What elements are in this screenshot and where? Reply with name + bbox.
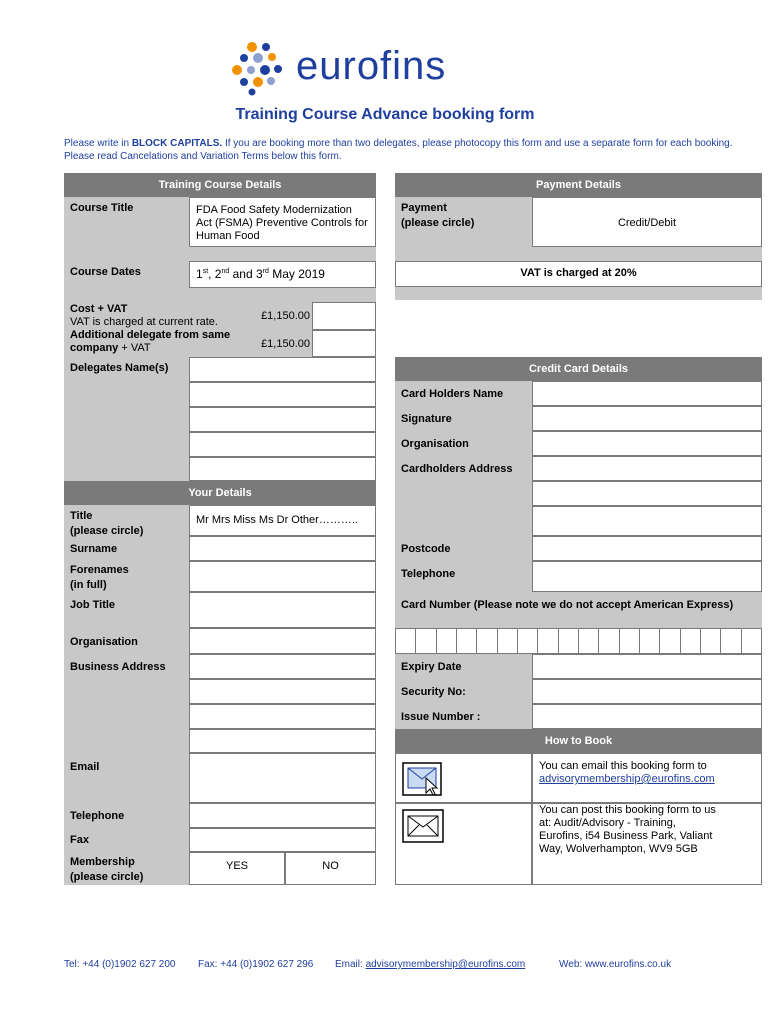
telephone-field[interactable] bbox=[189, 803, 376, 828]
cc-telephone-label: Telephone bbox=[401, 568, 456, 580]
course-dates-label: Course Dates bbox=[64, 261, 189, 288]
cardholders-address-line-3[interactable] bbox=[532, 506, 762, 536]
cost-note: VAT is charged at current rate. bbox=[70, 316, 218, 328]
surname-label: Surname bbox=[70, 543, 118, 555]
card-digit-box[interactable] bbox=[620, 629, 640, 653]
forenames-label: Forenames (in full) bbox=[70, 564, 129, 591]
logo-wordmark: eurofins bbox=[296, 44, 447, 88]
intro-bold: BLOCK CAPITALS. bbox=[131, 138, 223, 149]
cost-label bbox=[70, 303, 245, 355]
organisation-field[interactable] bbox=[189, 628, 376, 654]
delegate-name-4[interactable] bbox=[189, 432, 376, 457]
payment-spacer bbox=[395, 247, 762, 261]
email-instructions bbox=[532, 753, 762, 803]
business-address-line-1[interactable] bbox=[189, 654, 376, 679]
additional-checkbox[interactable] bbox=[312, 330, 376, 357]
business-address-line-4[interactable] bbox=[189, 729, 376, 753]
title-value[interactable]: Mr Mrs Miss Ms Dr Other……….. bbox=[189, 505, 376, 536]
issue-field[interactable] bbox=[532, 704, 762, 729]
delegate-name-1[interactable] bbox=[189, 357, 376, 382]
course-dates-value: 1st, 2nd and 3rd May 2019 bbox=[189, 261, 376, 288]
card-digit-box[interactable] bbox=[579, 629, 599, 653]
footer bbox=[64, 959, 764, 975]
signature-field[interactable] bbox=[532, 406, 762, 431]
payment-value[interactable]: Credit/Debit bbox=[532, 197, 762, 247]
title-label: Title (please circle) bbox=[70, 510, 144, 537]
card-digit-box[interactable] bbox=[599, 629, 619, 653]
card-holders-name-label: Card Holders Name bbox=[401, 388, 504, 400]
postcode-label: Postcode bbox=[401, 543, 451, 555]
cc-organisation-label: Organisation bbox=[401, 438, 469, 450]
membership-label: Membership (please circle) bbox=[70, 856, 144, 883]
post-icon-cell bbox=[395, 803, 532, 885]
post-instructions: You can post this booking form to us at: Audit/Advisory - Training, Eurofins, i54 Business Park, Valiant Way, Wolverhampton, WV9 5GB bbox=[532, 803, 762, 885]
business-address-label: Business Address bbox=[70, 661, 166, 673]
cost-checkbox[interactable] bbox=[312, 302, 376, 330]
cardholders-address-label: Cardholders Address bbox=[401, 463, 513, 475]
forenames-field[interactable] bbox=[189, 561, 376, 592]
card-digit-box[interactable] bbox=[477, 629, 497, 653]
email-label: Email bbox=[70, 761, 100, 773]
postcode-field[interactable] bbox=[532, 536, 762, 561]
telephone-label: Telephone bbox=[70, 810, 125, 822]
fax-field[interactable] bbox=[189, 828, 376, 852]
expiry-label: Expiry Date bbox=[401, 661, 462, 673]
how-to-book-header: How to Book bbox=[395, 729, 762, 753]
envelope-icon bbox=[402, 809, 444, 843]
membership-yes[interactable]: YES bbox=[189, 852, 285, 885]
eurofins-dots-icon bbox=[230, 40, 290, 96]
payment-header: Payment Details bbox=[395, 173, 762, 197]
cost-vat-label: Cost + VAT bbox=[70, 303, 128, 315]
spacer-2 bbox=[64, 288, 376, 302]
page-title: Training Course Advance booking form bbox=[235, 106, 535, 123]
footer-email-link[interactable]: advisorymembership@eurofins.com bbox=[365, 959, 526, 970]
card-digit-box[interactable] bbox=[457, 629, 477, 653]
additional-value: £1,150.00 bbox=[261, 338, 310, 350]
eurofins-logo bbox=[230, 40, 510, 96]
spacer-1 bbox=[64, 247, 376, 261]
delegate-name-5[interactable] bbox=[189, 457, 376, 481]
card-digit-box[interactable] bbox=[742, 629, 761, 653]
delegate-name-2[interactable] bbox=[189, 382, 376, 407]
cost-value: £1,150.00 bbox=[261, 310, 310, 322]
email-envelope-icon bbox=[402, 762, 442, 796]
business-address-line-2[interactable] bbox=[189, 679, 376, 704]
footer-email bbox=[335, 959, 525, 970]
organisation-label: Organisation bbox=[70, 636, 138, 648]
card-digit-box[interactable] bbox=[640, 629, 660, 653]
cc-organisation-field[interactable] bbox=[532, 431, 762, 456]
expiry-field[interactable] bbox=[532, 654, 762, 679]
intro-part1: Please write in bbox=[64, 138, 132, 149]
card-number-boxes[interactable] bbox=[395, 628, 762, 654]
membership-no[interactable]: NO bbox=[285, 852, 376, 885]
cardholders-address-line-2[interactable] bbox=[532, 481, 762, 506]
footer-email-label: Email: bbox=[335, 959, 366, 970]
email-instructions-text: You can email this booking form to bbox=[539, 760, 707, 772]
fax-label: Fax bbox=[70, 834, 89, 846]
course-title-value: FDA Food Safety Modernization Act (FSMA) Preventive Controls for Human Food bbox=[189, 197, 376, 247]
footer-fax: Fax: +44 (0)1902 627 296 bbox=[198, 959, 314, 970]
security-label: Security No: bbox=[401, 686, 466, 698]
card-digit-box[interactable] bbox=[559, 629, 579, 653]
security-field[interactable] bbox=[532, 679, 762, 704]
card-digit-box[interactable] bbox=[498, 629, 518, 653]
course-title-label: Course Title bbox=[64, 197, 189, 247]
intro-part2: If you are booking more than two delegates, please photocopy this form and use a separate form for each booking. Please read Cancelations and Variation Terms below this form. bbox=[64, 138, 733, 162]
email-field[interactable] bbox=[189, 753, 376, 803]
your-details-header: Your Details bbox=[64, 481, 376, 505]
additional-label: Additional delegate from same company bbox=[70, 329, 231, 354]
intro-text bbox=[64, 137, 734, 163]
payment-label: Payment (please circle) bbox=[395, 197, 532, 247]
booking-email-link[interactable]: advisorymembership@eurofins.com bbox=[539, 773, 715, 785]
training-header: Training Course Details bbox=[64, 173, 376, 197]
card-digit-box[interactable] bbox=[437, 629, 457, 653]
card-digit-box[interactable] bbox=[660, 629, 680, 653]
issue-label: Issue Number : bbox=[401, 711, 481, 723]
additional-suffix: + VAT bbox=[118, 342, 151, 354]
card-digit-box[interactable] bbox=[416, 629, 436, 653]
card-digit-box[interactable] bbox=[701, 629, 721, 653]
card-holders-name-field[interactable] bbox=[532, 381, 762, 406]
card-digit-box[interactable] bbox=[396, 629, 416, 653]
card-number-label: Card Number (Please note we do not accept American Express) bbox=[401, 599, 734, 611]
signature-label: Signature bbox=[401, 413, 452, 425]
card-digit-box[interactable] bbox=[721, 629, 741, 653]
vat-spacer bbox=[395, 287, 762, 300]
job-title-label: Job Title bbox=[70, 599, 116, 611]
delegates-label: Delegates Name(s) bbox=[64, 357, 189, 481]
business-address-line-3[interactable] bbox=[189, 704, 376, 729]
cc-telephone-field[interactable] bbox=[532, 561, 762, 592]
footer-web[interactable]: Web: www.eurofins.co.uk bbox=[559, 959, 672, 970]
surname-field[interactable] bbox=[189, 536, 376, 561]
footer-tel: Tel: +44 (0)1902 627 200 bbox=[64, 959, 176, 970]
cardholders-address-line-1[interactable] bbox=[532, 456, 762, 481]
credit-card-header: Credit Card Details bbox=[395, 357, 762, 381]
vat-note: VAT is charged at 20% bbox=[395, 261, 762, 287]
delegate-name-3[interactable] bbox=[189, 407, 376, 432]
card-digit-box[interactable] bbox=[538, 629, 558, 653]
card-digit-box[interactable] bbox=[681, 629, 701, 653]
job-title-field[interactable] bbox=[189, 592, 376, 628]
card-digit-box[interactable] bbox=[518, 629, 538, 653]
email-icon-cell bbox=[395, 753, 532, 803]
